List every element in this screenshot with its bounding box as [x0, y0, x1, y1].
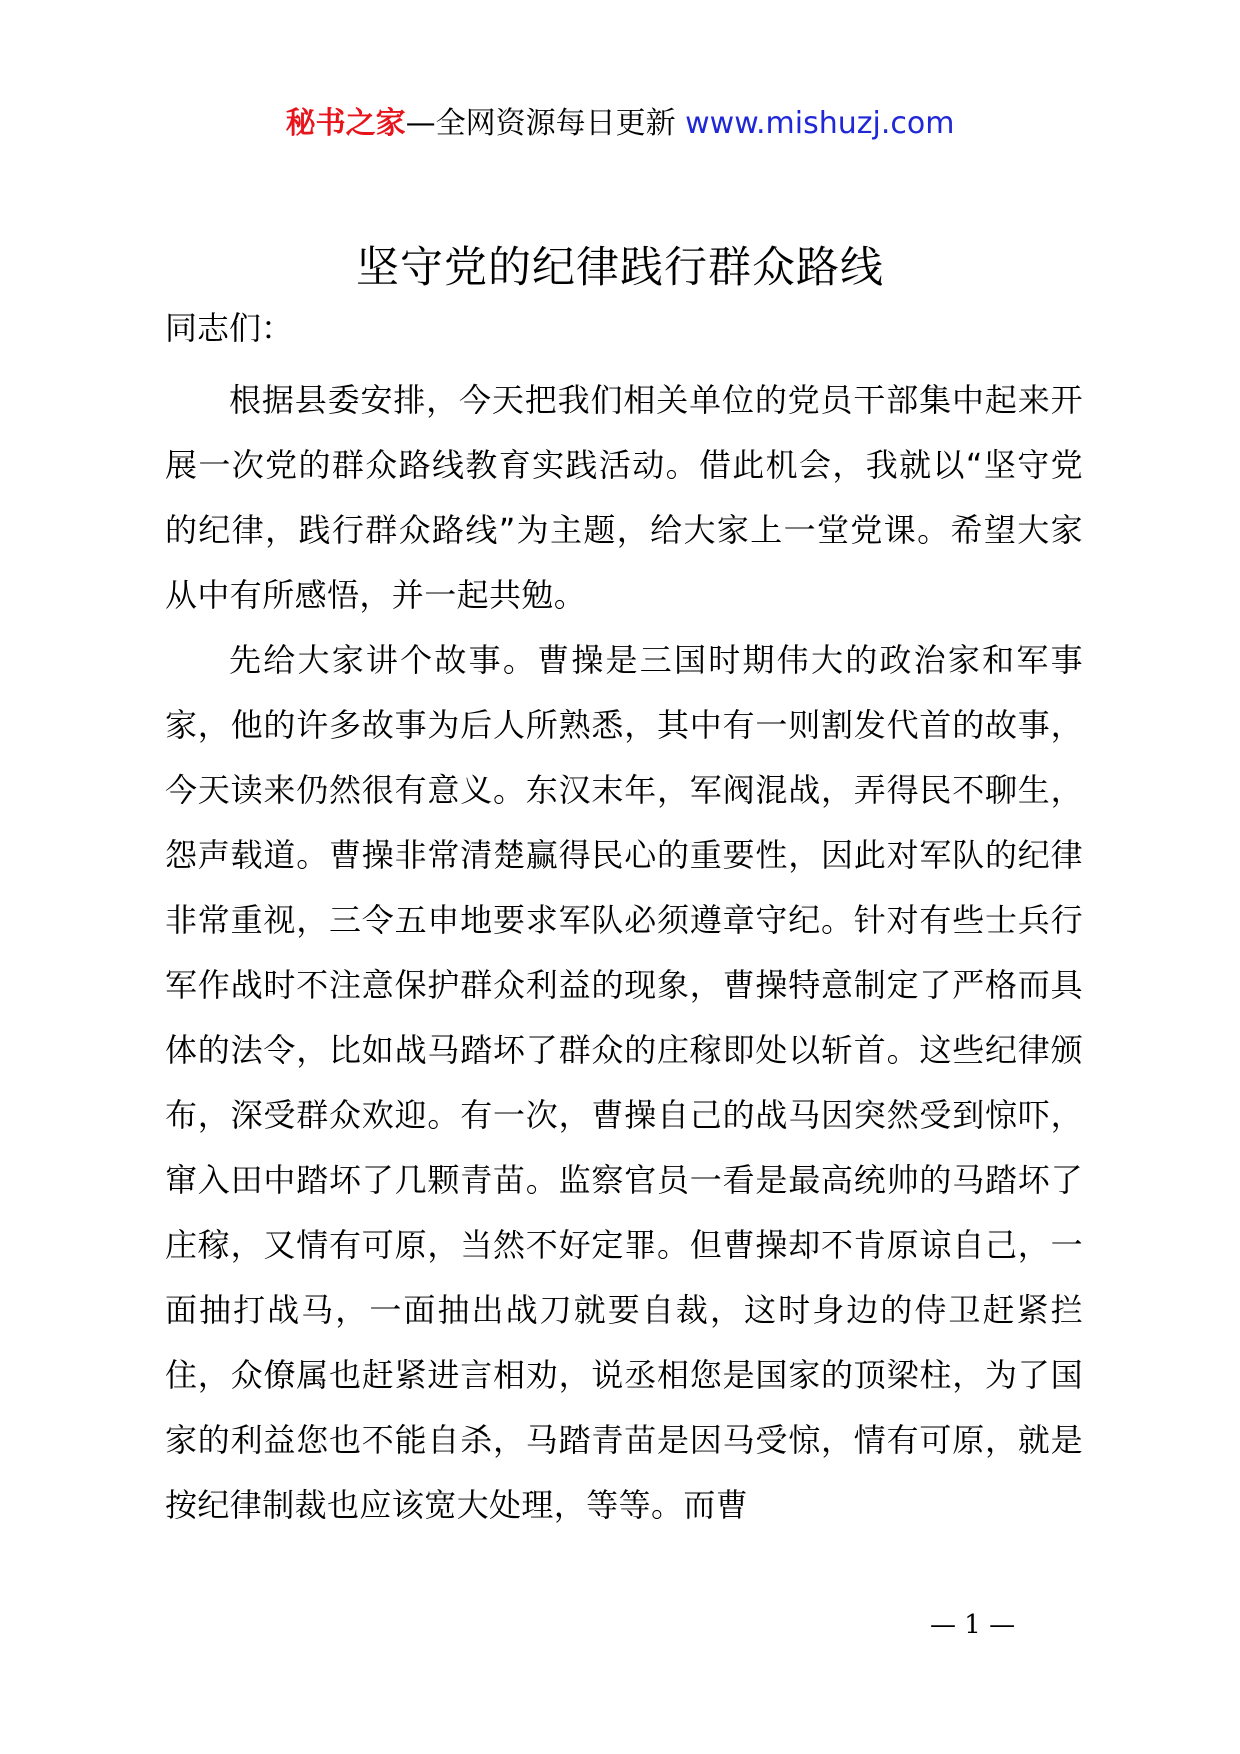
site-name: 秘书之家 [285, 106, 406, 141]
paragraph-2: 先给大家讲个故事。曹操是三国时期伟大的政治家和军事家，他的许多故事为后人所熟悉，其中有一则割发代首的故事，今天读来仍然很有意义。东汉末年，军阀混战，弄得民不聊生，怨声载道。曹操非常清楚赢得民心的重要性，因此对军队的纪律非常重视，三令五申地要求军队必须遵章守纪。针对有些士兵行军作战时不注意保护群众利益的现象，曹操特意制定了严格而具体的法令，比如战马踏坏了群众的庄稼即处以斩首。这些纪律颁布，深受群众欢迎。有一次，曹操自己的战马因突然受到惊吓，窜入田中踏坏了几颗青苗。监察官员一看是最高统帅的马踏坏了庄稼，又情有可原，当然不好定罪。但曹操却不肯原谅自己，一面抽打战马，一面抽出战刀就要自裁，这时身边的侍卫赶紧拦住，众僚属也赶紧进言相劝，说丞相您是国家的顶梁柱，为了国家的利益您也不能自杀，马踏青苗是因马受惊，情有可原，就是按纪律制裁也应该宽大处理，等等。而曹 [165, 641, 1083, 1524]
site-header [0, 104, 1240, 144]
site-tagline: —全网资源每日更新 [405, 106, 686, 141]
document-body [165, 368, 1083, 1538]
page-number: — 1 — [930, 1610, 1016, 1640]
paragraph-1: 根据县委安排，今天把我们相关单位的党员干部集中起来开展一次党的群众路线教育实践活动。借此机会，我就以“坚守党的纪律，践行群众路线”为主题，给大家上一堂党课。希望大家从中有所感悟，并一起共勉。 [165, 381, 1083, 614]
document-title: 坚守党的纪律践行群众路线 [356, 243, 884, 293]
site-url-link[interactable]: www.mishuzj.com [685, 106, 955, 141]
salutation: 同志们： [165, 309, 294, 347]
